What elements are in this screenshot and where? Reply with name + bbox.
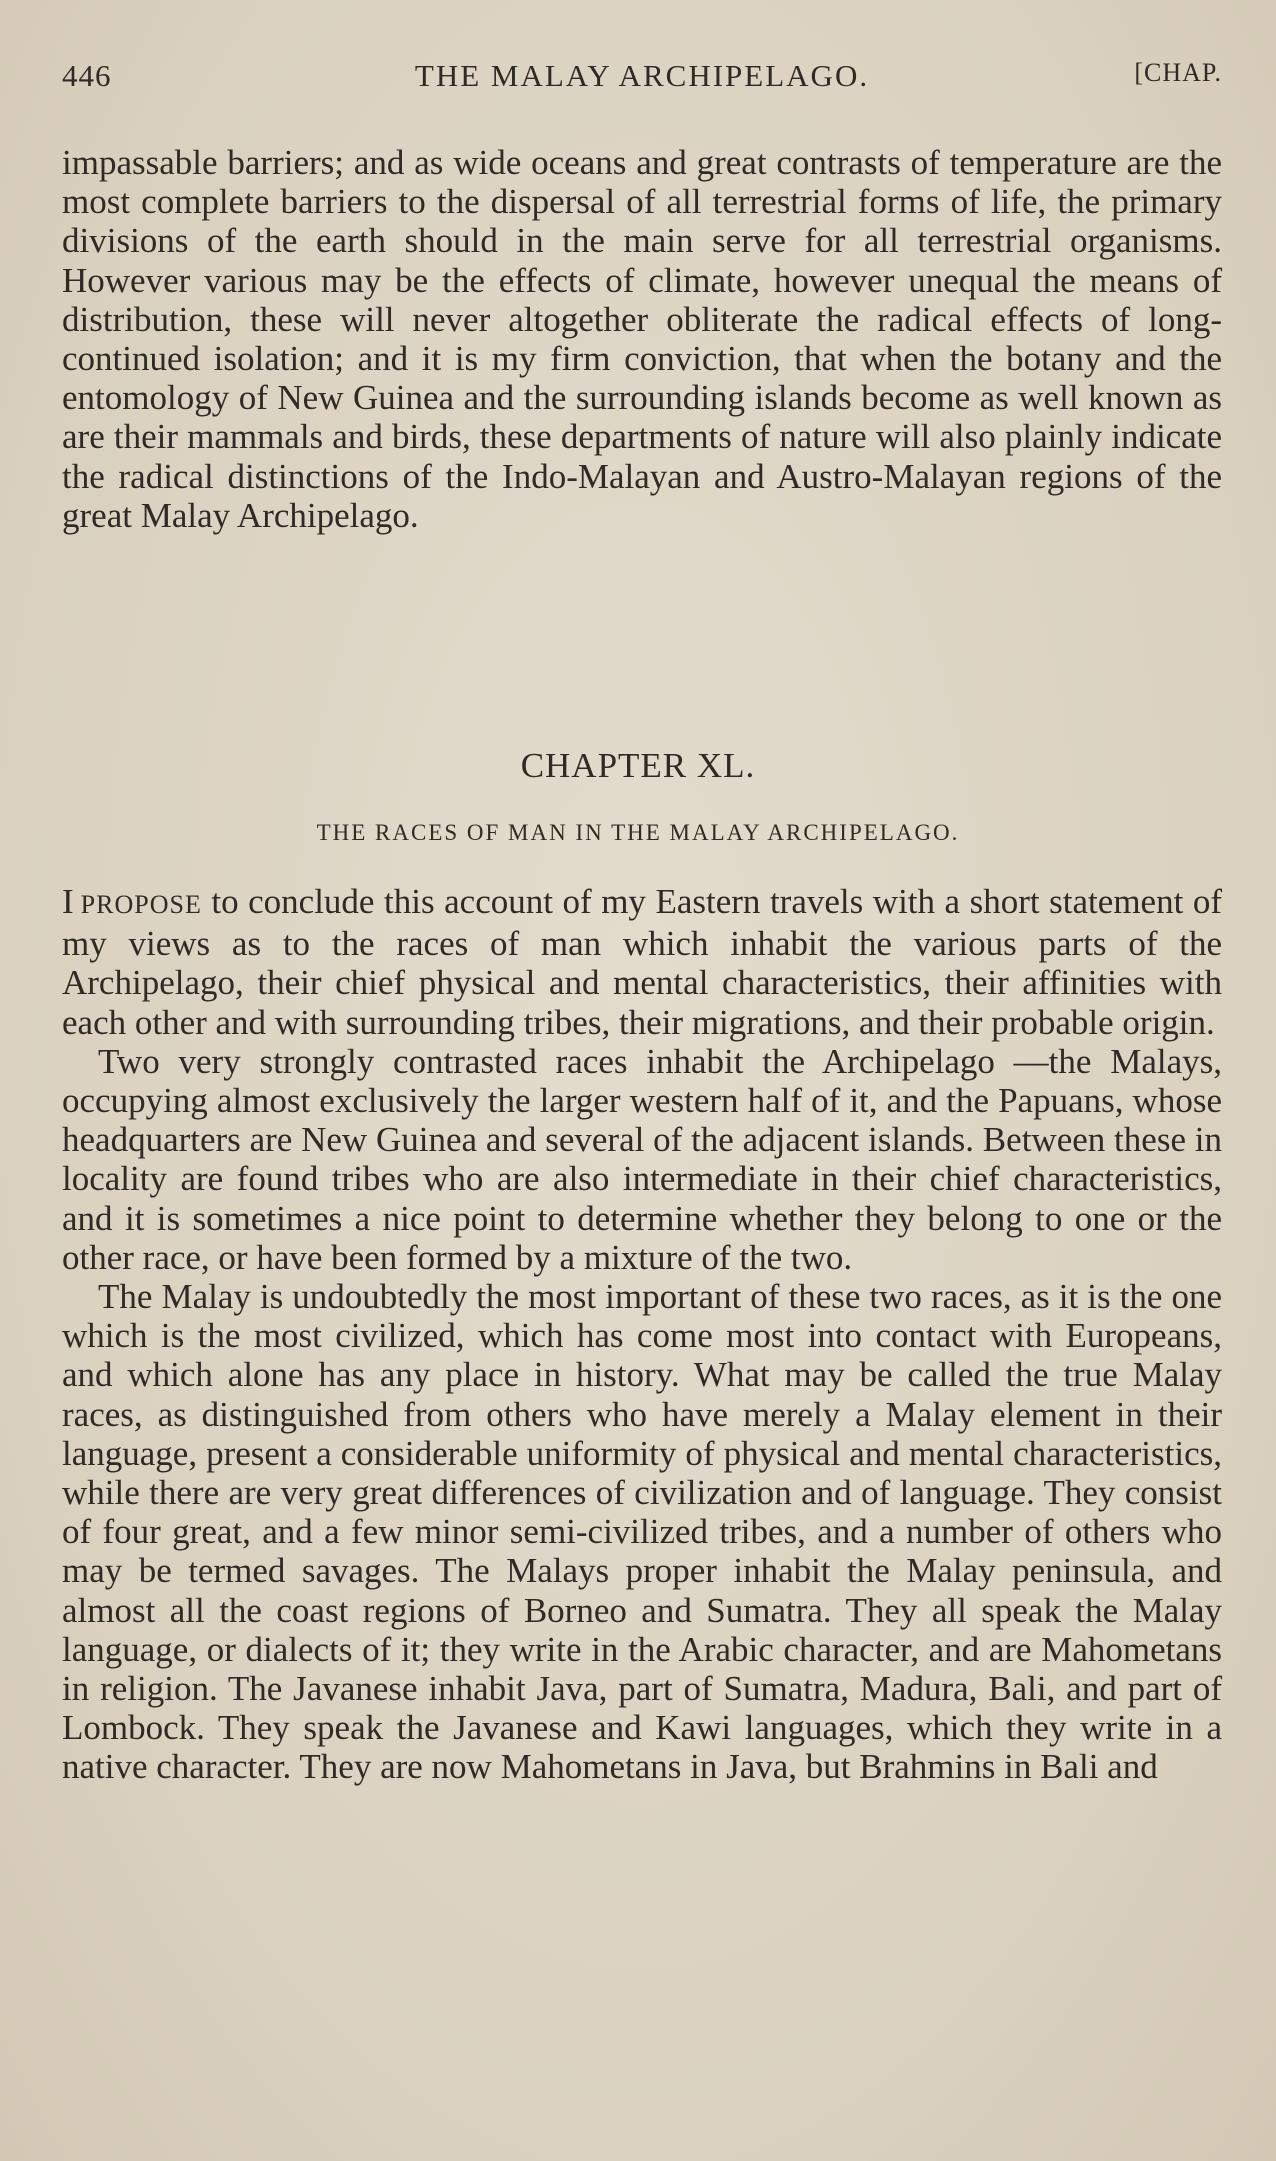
opening-paragraph <box>62 882 1222 1042</box>
chapter-body <box>62 882 1222 1787</box>
continued-paragraph: impassable barriers; and as wide oceans and great contrasts of temperature are the most complete barriers to the dispersal of all terrestrial forms of life, the primary divisions of the earth should in the main serve for all terrestrial organisms. However various may be the effects of climate, however unequal the means of distribution, these will never altogether obliterate the radical effects of long-continued isolation; and it is my firm conviction, that when the botany and the entomology of New Guinea and the surrounding islands become as well known as are their mammals and birds, these departments of nature will also plainly indicate the radical distinctions of the Indo-Malayan and Austro-Malayan regions of the great Malay Archipelago. <box>62 143 1222 535</box>
continued-paragraph-block <box>62 143 1222 535</box>
chapter-subtitle: THE RACES OF MAN IN THE MALAY ARCHIPELAGO. <box>316 820 960 845</box>
chapter-mark: [CHAP. <box>1134 58 1222 87</box>
opening-smallcaps: PROPOSE <box>80 890 202 919</box>
opening-initial: I <box>62 882 74 921</box>
opening-paragraph-text: to conclude this account of my Eastern travels with a short statement of my views as to the races of man which inhabit the various parts of the Archipelago, their chief physical and mental characteristics, their affinities with each other and with surrounding tribes, their migrations, and their probable origin. <box>62 882 1222 1042</box>
running-head <box>62 52 1222 96</box>
paragraph-malay-race: The Malay is undoubtedly the most important of these two races, as it is the one which is the most civilized, which has come most into contact with Europeans, and which alone has any place in history. What may be called the true Malay races, as distinguished from others who have merely a Malay element in their language, present a considerable uniformity of physical and mental characteristics, while there are very great differences of civilization and of language. They consist of four great, and a few minor semi-civilized tribes, and a number of others who may be termed savages. The Malays proper inhabit the Malay peninsula, and almost all the coast regions of Borneo and Sumatra. They all speak the Malay language, or dialects of it; they write in the Arabic character, and are Mahometans in religion. The Javanese inhabit Java, part of Sumatra, Madura, Bali, and part of Lombock. They speak the Javanese and Kawi languages, which they write in a native character. They are now Mahometans in Java, but Brahmins in Bali and <box>62 1277 1222 1787</box>
running-title: THE MALAY ARCHIPELAGO. <box>414 58 870 93</box>
paragraph-two-races: Two very strongly contrasted races inhabit the Archipelago —the Malays, occupying almost exclusively the larger western half of it, and the Papuans, whose headquarters are New Guinea and several of the adjacent islands. Between these in locality are found tribes who are also intermediate in their chief characteristics, and it is sometimes a nice point to determine whether they belong to one or the other race, or have been formed by a mixture of the two. <box>62 1041 1222 1277</box>
chapter-heading: CHAPTER XL. <box>520 746 756 785</box>
page-number: 446 <box>62 58 112 93</box>
